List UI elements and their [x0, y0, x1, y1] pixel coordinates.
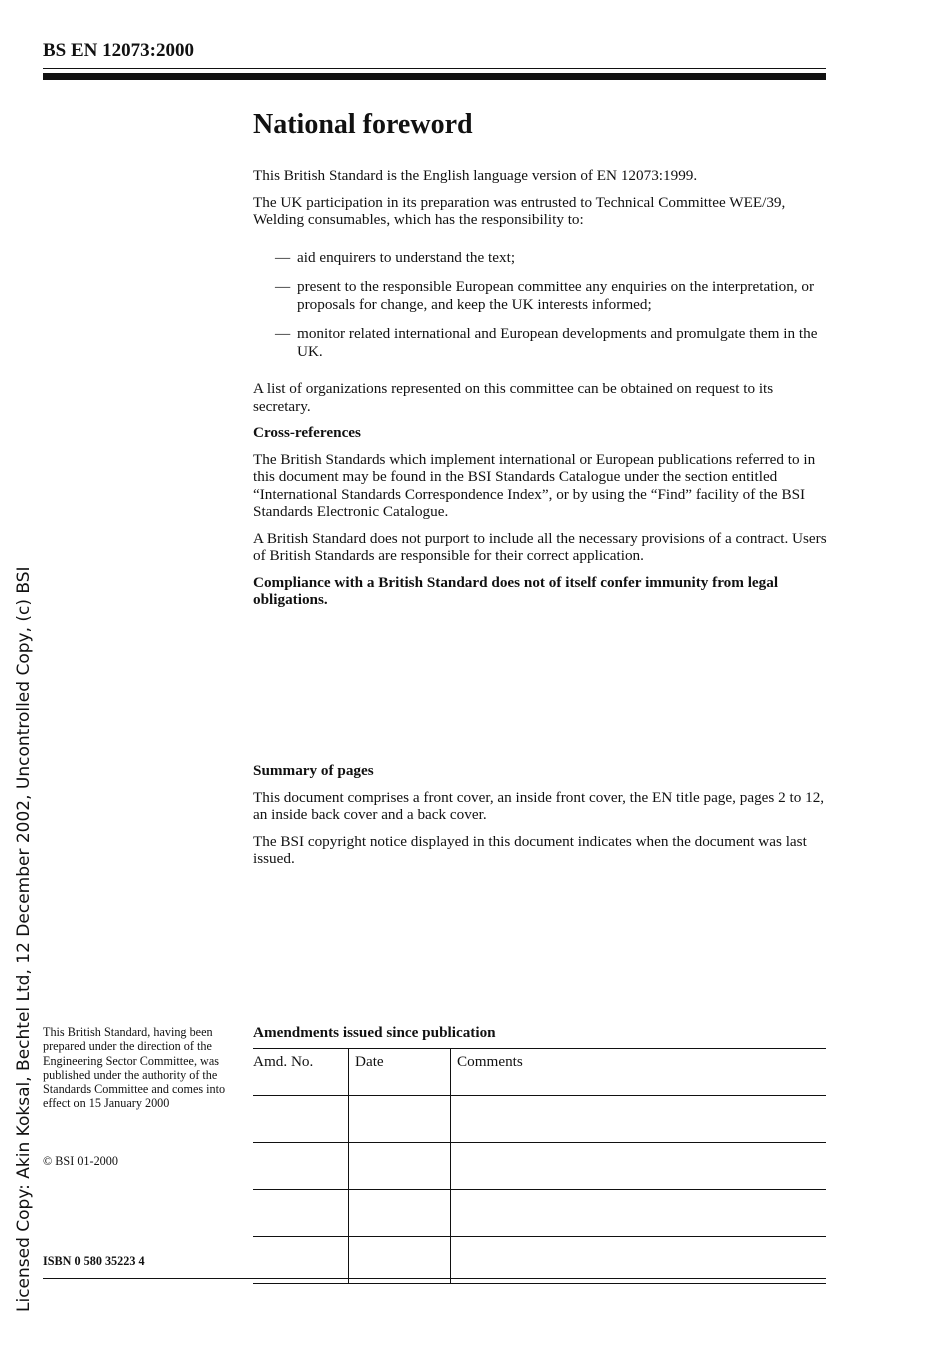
organizations-paragraph: A list of organizations represented on this committee can be obtained on request to its secretary. [253, 380, 774, 415]
table-row [253, 1143, 826, 1190]
table-cell [451, 1143, 827, 1190]
summary-heading: Summary of pages [253, 762, 374, 779]
table-cell [349, 1143, 451, 1190]
table-cell [451, 1190, 827, 1237]
document-code: BS EN 12073:2000 [43, 40, 194, 61]
page-title: National foreword [253, 109, 473, 140]
responsibility-list [275, 249, 828, 361]
table-cell [451, 1096, 827, 1143]
list-item: — aid enquirers to understand the text; [275, 248, 516, 266]
dash-mark: — [275, 278, 291, 295]
intro-paragraph: This British Standard is the English language version of EN 12073:1999. [253, 167, 698, 184]
table-row [253, 1096, 826, 1143]
cross-references-heading: Cross-references [253, 424, 361, 441]
header-rule-thick [43, 73, 826, 80]
table-cell [253, 1237, 349, 1284]
list-item: — present to the responsible European committee any enquiries on the interpretation, or proposals for change, and keep the UK interests informed; [275, 278, 815, 313]
copyright-line: © BSI 01-2000 [43, 1154, 118, 1168]
header-rule-thin [43, 68, 826, 69]
footer-rule [43, 1278, 826, 1279]
table-cell [253, 1143, 349, 1190]
publication-note: This British Standard, having been prepared under the direction of the Engineering Sector Committee, was published under the authority of the Standards Committee and comes into effect on 15 January 2000 [43, 1025, 226, 1111]
copyright-notice-paragraph: The BSI copyright notice displayed in this document indicates when the document was last issued. [253, 832, 807, 867]
dash-mark: — [275, 248, 291, 266]
table-cell [349, 1237, 451, 1284]
summary-paragraph: This document comprises a front cover, an inside front cover, the EN title page, pages 2 to 12, an inside back cover and a back cover. [253, 788, 825, 823]
cross-references-paragraph: The British Standards which implement international or European publications referred to in this document may be found in the BSI Standards Catalogue under the section entitled “International Standards Correspondence Index”, or by using the “Find” facility of the BSI Standards Electronic Catalogue. [253, 450, 816, 520]
license-watermark: Licensed Copy: Akin Koksal, Bechtel Ltd, 12 December 2002, Uncontrolled Copy, (c) BSI [14, 566, 34, 1312]
table-cell [451, 1237, 827, 1284]
dash-mark: — [275, 325, 291, 342]
table-cell [253, 1096, 349, 1143]
table-header-row [253, 1049, 826, 1096]
amendments-title: Amendments issued since publication [253, 1024, 496, 1041]
national-foreword-section [253, 108, 828, 618]
amendments-table [253, 1048, 826, 1284]
provisions-paragraph: A British Standard does not purport to include all the necessary provisions of a contract. Users of British Standards are responsible for their correct application. [253, 529, 827, 564]
table-cell [349, 1190, 451, 1237]
list-item: — monitor related international and European developments and promulgate them in the UK. [275, 325, 818, 360]
summary-of-pages-section [253, 762, 828, 877]
table-row [253, 1190, 826, 1237]
table-cell [253, 1190, 349, 1237]
column-header-amd-no: Amd. No. [253, 1049, 349, 1096]
column-header-comments: Comments [451, 1049, 827, 1096]
table-cell [349, 1096, 451, 1143]
table-row [253, 1237, 826, 1284]
column-header-date: Date [349, 1049, 451, 1096]
isbn-line: ISBN 0 580 35223 4 [43, 1254, 145, 1268]
committee-paragraph: The UK participation in its preparation was entrusted to Technical Committee WEE/39, Welding consumables, which has the responsibility to: [253, 193, 786, 228]
compliance-statement: Compliance with a British Standard does not of itself confer immunity from legal obligations. [253, 573, 779, 608]
